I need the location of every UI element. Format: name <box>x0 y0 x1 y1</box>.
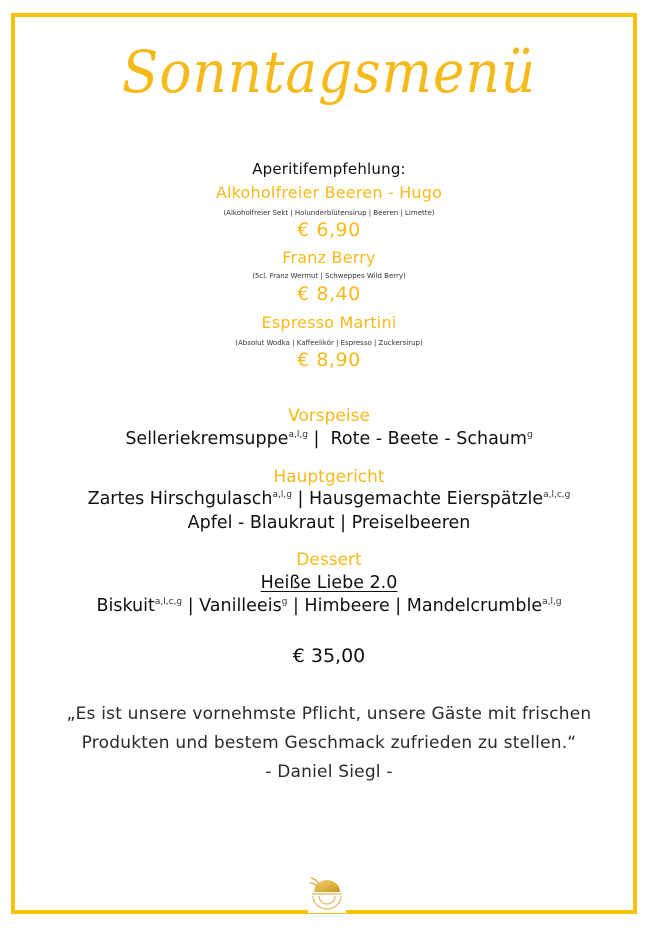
drink-price: € 8,40 <box>297 283 361 305</box>
main-line-2: Apfel - Blaukraut | Preiselbeeren <box>187 513 471 533</box>
dessert-name: Heiße Liebe 2.0 <box>260 573 398 593</box>
quote-author: - Daniel Siegl - <box>265 762 393 782</box>
restaurant-logo <box>308 873 346 913</box>
separator: | <box>307 429 331 449</box>
dish-name: Mandelcrumble <box>406 596 543 616</box>
course-title-starter: Vorspeise <box>288 406 370 426</box>
dish-name: Selleriekremsuppe <box>125 429 289 449</box>
allergen-codes: g <box>526 430 533 440</box>
cloche-icon <box>308 873 346 913</box>
dish-name: Zartes Hirschgulasch <box>87 489 273 509</box>
drink-price: € 6,90 <box>297 219 361 241</box>
drink-description: (Alkoholfreier Sekt | Holunderblütensirup | Beeren | Limette) <box>223 209 435 217</box>
dish-name: Hausgemachte Eierspätzle <box>308 489 544 509</box>
dessert-line <box>0 596 658 616</box>
allergen-codes: g <box>281 597 288 607</box>
quote-line-1: „Es ist unsere vornehmste Pflicht, unsere Gäste mit frischen <box>66 704 592 724</box>
drink-price: € 8,90 <box>297 349 361 371</box>
allergen-codes: a,l,g <box>542 597 562 607</box>
drink-description: (5cl. Franz Wermut | Schweppes Wild Berry) <box>252 272 406 280</box>
allergen-codes: a,l,c,g <box>543 490 571 500</box>
menu-total-price: € 35,00 <box>292 645 366 667</box>
menu-title: Sonntagsmenü <box>121 38 537 106</box>
drink-name: Espresso Martini <box>261 313 397 332</box>
allergen-codes: a,l,g <box>288 430 308 440</box>
drink-description: (Absolut Wodka | Kaffeelikör | Espresso | Zuckersirup) <box>235 339 423 347</box>
separator: | Himbeere | <box>287 596 407 616</box>
separator: | <box>291 489 309 509</box>
separator: | <box>182 596 200 616</box>
allergen-codes: a,l,c,g <box>154 597 183 607</box>
main-line-1 <box>0 489 658 509</box>
allergen-codes: a,l,g <box>272 490 292 500</box>
aperitif-heading: Aperitifempfehlung: <box>252 160 406 178</box>
quote-line-2: Produkten und bestem Geschmack zufrieden zu stellen.“ <box>81 733 577 753</box>
dish-name: Rote - Beete - Schaum <box>330 429 527 449</box>
dish-name: Biskuit <box>96 596 155 616</box>
dessert-name-row <box>0 573 658 593</box>
drink-name: Franz Berry <box>282 248 376 267</box>
course-title-dessert: Dessert <box>296 550 362 570</box>
course-title-main: Hauptgericht <box>273 467 385 487</box>
starter-line <box>0 429 658 449</box>
dish-name: Vanilleeis <box>199 596 282 616</box>
drink-name: Alkoholfreier Beeren - Hugo <box>215 183 443 202</box>
